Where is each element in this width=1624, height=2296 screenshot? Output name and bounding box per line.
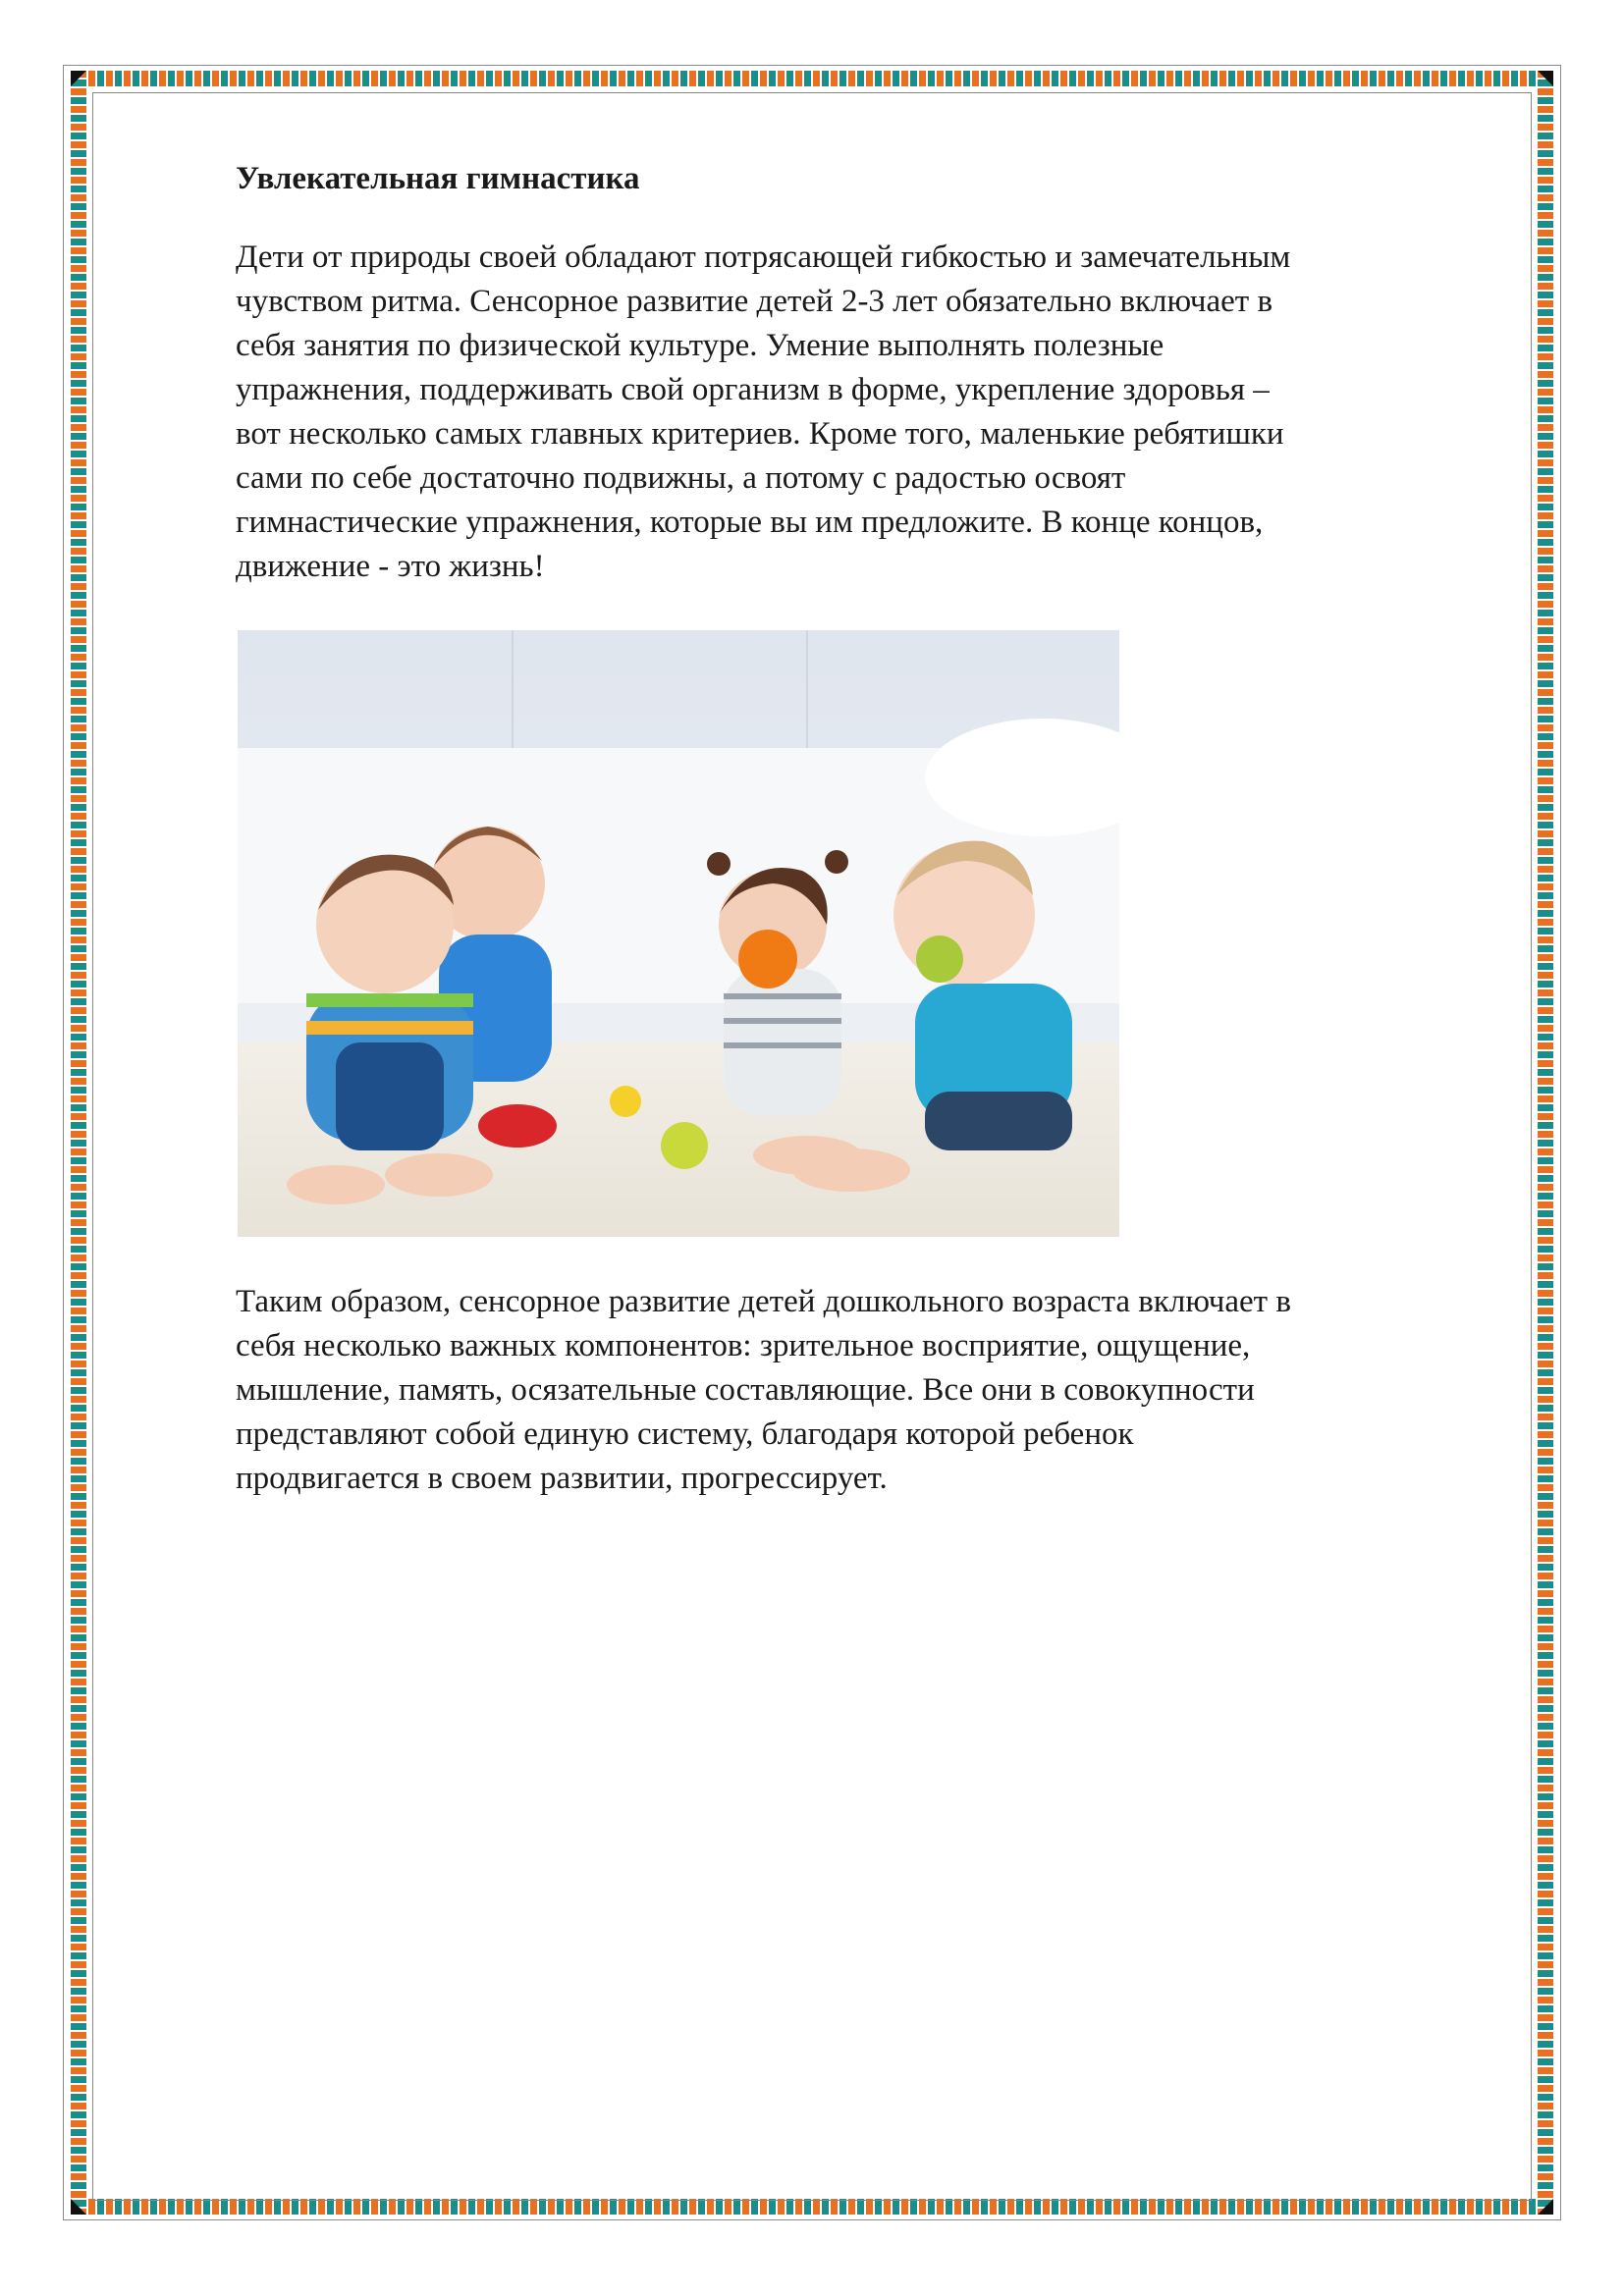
border-band-right [1538,71,1553,2215]
text-line: продвигается в своем развитии, прогрессирует. [236,1461,888,1496]
text-line: движение - это жизнь! [236,549,545,584]
border-band-top [71,71,1553,86]
text-line: Таким образом, сенсорное развитие детей дошкольного возраста включает в [236,1284,1291,1319]
border-band-left [71,71,86,2215]
text-line: представляют собой единую систему, благодаря которой ребенок [236,1416,1134,1452]
text-line: мышление, память, осязательные составляющие. Все они в совокупности [236,1372,1255,1408]
text-line: чувством ритма. Сенсорное развитие детей 2-3 лет обязательно включает в [236,284,1273,319]
conclusion-paragraph [236,1280,1512,1501]
text-line: сами по себе достаточно подвижны, а потому с радостью освоят [236,460,1126,496]
children-photo-illustration [238,630,1119,1237]
text-line: себя занятия по физической культуре. Умение выполнять полезные [236,328,1164,363]
text-line: упражнения, поддерживать свой организм в форме, укрепление здоровья – [236,372,1270,407]
text-line: себя несколько важных компонентов: зрительное восприятие, ощущение, [236,1328,1251,1363]
intro-paragraph [236,236,1512,589]
article [236,157,1512,1501]
border-band-bottom [71,2199,1553,2215]
text-line: Дети от природы своей обладают потрясающей гибкостью и замечательным [236,240,1291,275]
text-line: гимнастические упражнения, которые вы им предложите. В конце концов, [236,505,1264,540]
children-photo [238,630,1119,1237]
text-line: вот несколько самых главных критериев. Кроме того, маленькие ребятишки [236,416,1284,452]
article-heading: Увлекательная гимнастика [236,161,640,196]
